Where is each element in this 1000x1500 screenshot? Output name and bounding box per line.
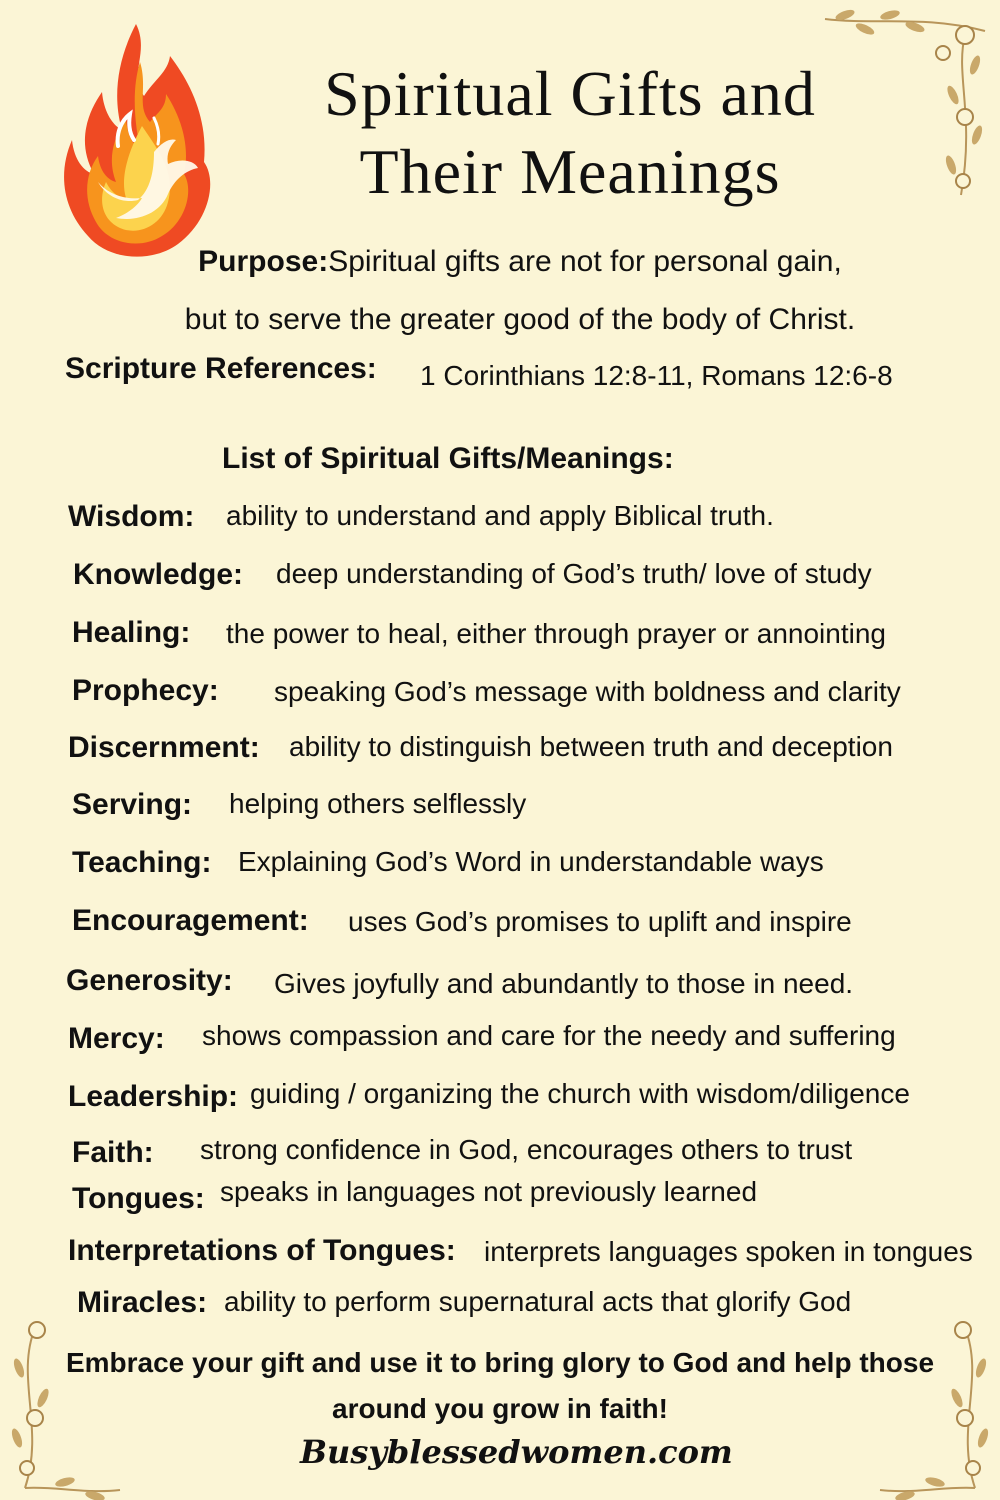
closing-line-1: Embrace your gift and use it to bring glory to God and help those xyxy=(65,1347,935,1378)
gift-meaning: Gives joyfully and abundantly to those in need. xyxy=(274,968,854,999)
gift-meaning: guiding / organizing the church with wisdom/diligence xyxy=(250,1078,910,1109)
gift-term: Prophecy: xyxy=(72,674,219,707)
gift-term: Teaching: xyxy=(72,846,212,879)
gift-meaning: shows compassion and care for the needy and suffering xyxy=(202,1020,896,1051)
gift-meaning: ability to distinguish between truth and deception xyxy=(289,731,893,762)
list-heading: List of Spiritual Gifts/Meanings: xyxy=(222,442,674,475)
gift-meaning: ability to perform supernatural acts that glorify God xyxy=(224,1286,852,1317)
gift-meaning: interprets languages spoken in tongues xyxy=(484,1236,973,1267)
gift-meaning: the power to heal, either through prayer or annointing xyxy=(226,618,886,649)
gift-meaning: uses God’s promises to uplift and inspire xyxy=(348,906,852,937)
gift-meaning: ability to understand and apply Biblical truth. xyxy=(226,500,774,531)
title-line-2: Their Meanings xyxy=(359,136,781,207)
gift-meaning: helping others selflessly xyxy=(229,788,527,819)
title-line-1: Spiritual Gifts and xyxy=(324,58,816,129)
gift-meaning: deep understanding of God’s truth/ love of study xyxy=(276,558,872,589)
gift-term: Generosity: xyxy=(66,964,233,997)
gift-term: Discernment: xyxy=(68,731,260,764)
purpose-label: Purpose: xyxy=(198,245,329,278)
gift-term: Healing: xyxy=(72,616,191,649)
purpose-text-2: but to serve the greater good of the body of Christ. xyxy=(184,303,856,336)
site-signature: Busyblessedwomen.com xyxy=(300,1433,733,1471)
gift-term: Faith: xyxy=(72,1136,154,1169)
gift-term: Encouragement: xyxy=(72,904,309,937)
gift-term: Serving: xyxy=(72,788,193,821)
gift-meaning: Explaining God’s Word in understandable ways xyxy=(238,846,824,877)
flame-dove-icon xyxy=(58,22,218,262)
page-title xyxy=(270,55,870,211)
gift-meaning: speaks in languages not previously learned xyxy=(220,1176,758,1207)
gift-term: Tongues: xyxy=(72,1182,205,1215)
gift-term: Interpretations of Tongues: xyxy=(68,1234,456,1267)
gift-term: Miracles: xyxy=(77,1286,208,1319)
scripture-value: 1 Corinthians 12:8-11, Romans 12:6-8 xyxy=(420,360,893,391)
purpose-text-1: Spiritual gifts are not for personal gain, xyxy=(328,245,842,278)
gift-term: Mercy: xyxy=(68,1022,165,1055)
purpose-block xyxy=(140,233,900,349)
gift-meaning: speaking God’s message with boldness and clarity xyxy=(274,676,901,707)
gift-term: Leadership: xyxy=(68,1080,239,1113)
gift-term: Knowledge: xyxy=(73,558,243,591)
closing-message xyxy=(40,1340,960,1432)
scripture-label: Scripture References: xyxy=(65,352,377,385)
gift-term: Wisdom: xyxy=(68,500,195,533)
gift-meaning: strong confidence in God, encourages others to trust xyxy=(200,1134,853,1165)
closing-line-2: around you grow in faith! xyxy=(332,1393,668,1424)
